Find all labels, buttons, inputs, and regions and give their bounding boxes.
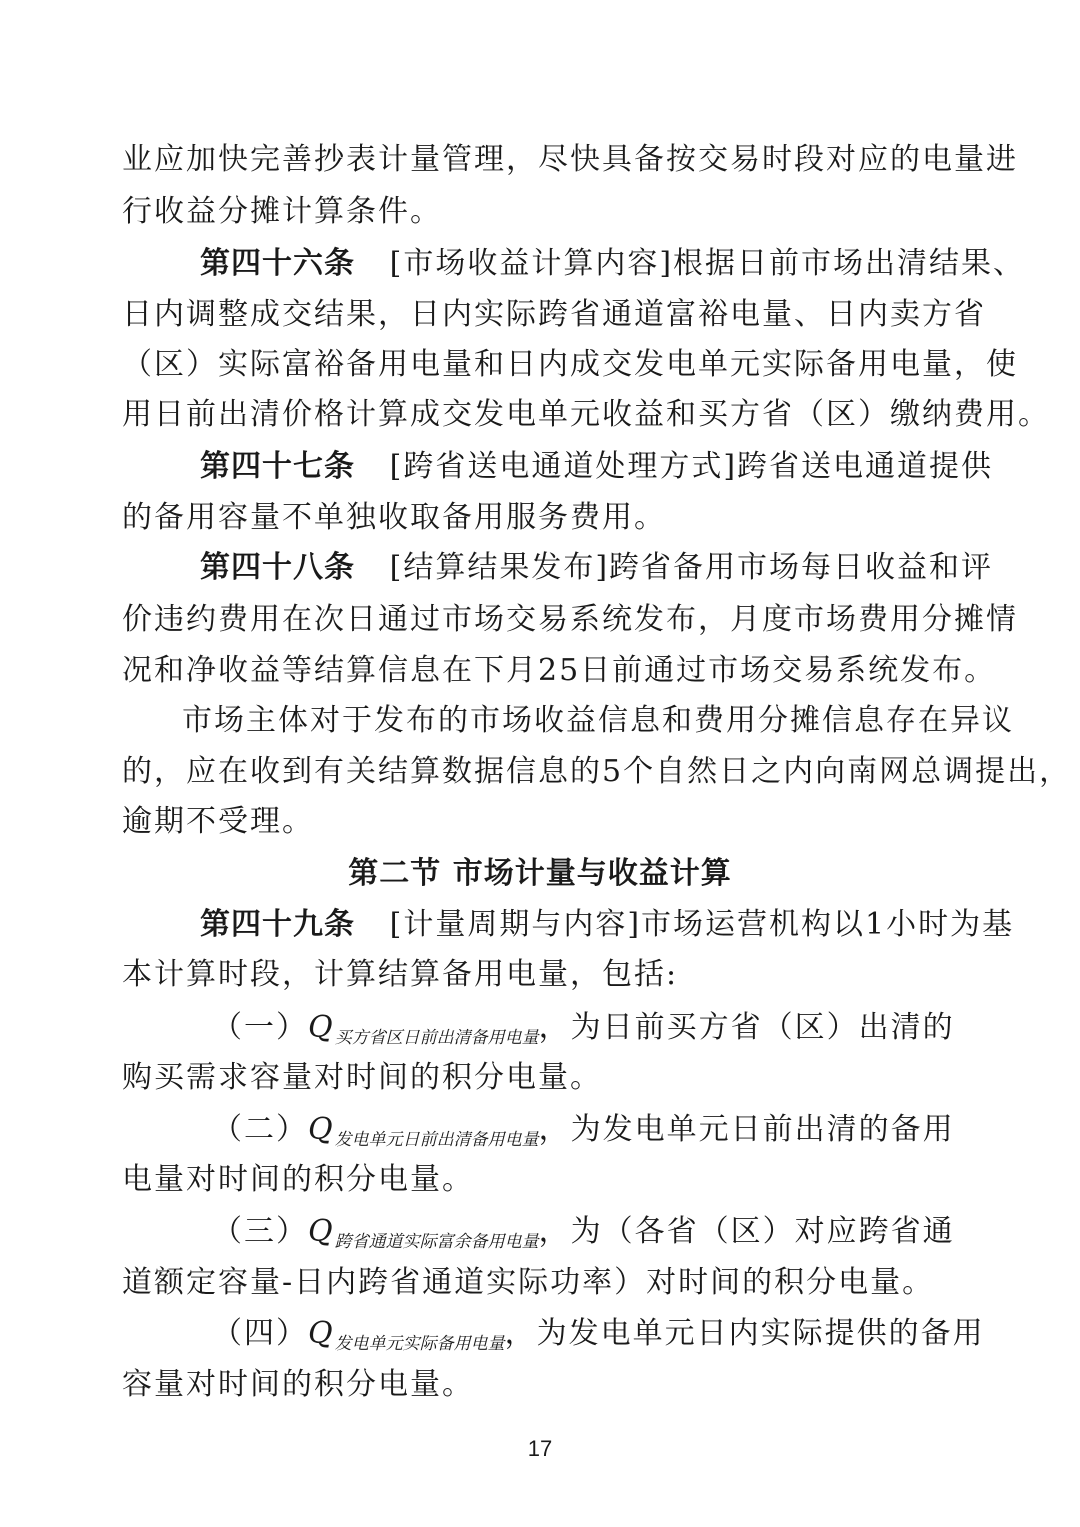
q-subscript: 买方省区日前出清备用电量 xyxy=(334,1028,539,1048)
section-title: 第二节 市场计量与收益计算 xyxy=(348,856,732,891)
article-text: [结算结果发布]跨省备用市场每日收益和评 xyxy=(389,550,994,585)
text-line: 业应加快完善抄表计量管理，尽快具备按交易时段对应的电量进 xyxy=(122,142,1018,177)
article-47 xyxy=(200,441,994,493)
text-line: 的备用容量不单独收取备用服务费用。 xyxy=(122,500,666,535)
q-subscript: 跨省通道实际富余备用电量 xyxy=(334,1232,539,1252)
article-49 xyxy=(200,899,1015,951)
text-line: 日内调整成交结果，日内实际跨省通道富裕电量、日内卖方省 xyxy=(122,297,986,332)
q-symbol: Q xyxy=(308,1316,335,1351)
q-symbol: Q xyxy=(308,1112,335,1147)
q-subscript: 发电单元日前出清备用电量 xyxy=(334,1130,539,1150)
text-line: 价违约费用在次日通过市场交易系统发布，月度市场费用分摊情 xyxy=(122,602,1018,637)
q-symbol: Q xyxy=(308,1010,335,1045)
article-number: 第四十九条 xyxy=(200,907,355,942)
article-text: [跨省送电通道处理方式]跨省送电通道提供 xyxy=(389,449,994,484)
item-text: ，为日前买方省（区）出清的 xyxy=(538,1010,955,1045)
article-number: 第四十八条 xyxy=(200,550,355,585)
article-text: [计量周期与内容]市场运营机构以1小时为基 xyxy=(389,907,1015,942)
text-line: 用日前出清价格计算成交发电单元收益和买方省（区）缴纳费用。 xyxy=(122,397,1050,432)
text-line: 购买需求容量对时间的积分电量。 xyxy=(122,1060,602,1095)
article-number: 第四十六条 xyxy=(200,246,355,281)
item-text: ，为（各省（区）对应跨省通 xyxy=(538,1214,955,1249)
text-line: 逾期不受理。 xyxy=(122,804,314,839)
text-line: 行收益分摊计算条件。 xyxy=(122,194,442,229)
text-line: （区）实际富裕备用电量和日内成交发电单元实际备用电量，使 xyxy=(122,347,1018,382)
text-line: 本计算时段，计算结算备用电量，包括: xyxy=(122,957,679,992)
page-number: 17 xyxy=(527,1436,553,1461)
text-line: 市场主体对于发布的市场收益信息和费用分摊信息存在异议 xyxy=(182,703,1014,738)
item-prefix: （四） xyxy=(212,1316,308,1351)
text-line: 况和净收益等结算信息在下月25日前通过市场交易系统发布。 xyxy=(122,653,997,688)
article-text: [市场收益计算内容]根据日前市场出清结果、 xyxy=(389,246,1026,281)
item-text: ，为发电单元日内实际提供的备用 xyxy=(504,1316,985,1351)
article-number: 第四十七条 xyxy=(200,449,355,484)
text-line: 电量对时间的积分电量。 xyxy=(122,1162,474,1197)
article-48 xyxy=(200,542,994,594)
text-line: 的，应在收到有关结算数据信息的5个自然日之内向南网总调提出， xyxy=(122,754,1072,789)
item-prefix: （三） xyxy=(212,1214,308,1249)
article-46 xyxy=(200,238,1026,290)
item-text: ，为发电单元日前出清的备用 xyxy=(538,1112,955,1147)
q-symbol: Q xyxy=(308,1214,335,1249)
text-line: 道额定容量-日内跨省通道实际功率）对时间的积分电量。 xyxy=(122,1265,935,1300)
q-subscript: 发电单元实际备用电量 xyxy=(334,1334,505,1354)
item-prefix: （二） xyxy=(212,1112,308,1147)
item-prefix: （一） xyxy=(212,1010,308,1045)
text-line: 容量对时间的积分电量。 xyxy=(122,1367,474,1402)
